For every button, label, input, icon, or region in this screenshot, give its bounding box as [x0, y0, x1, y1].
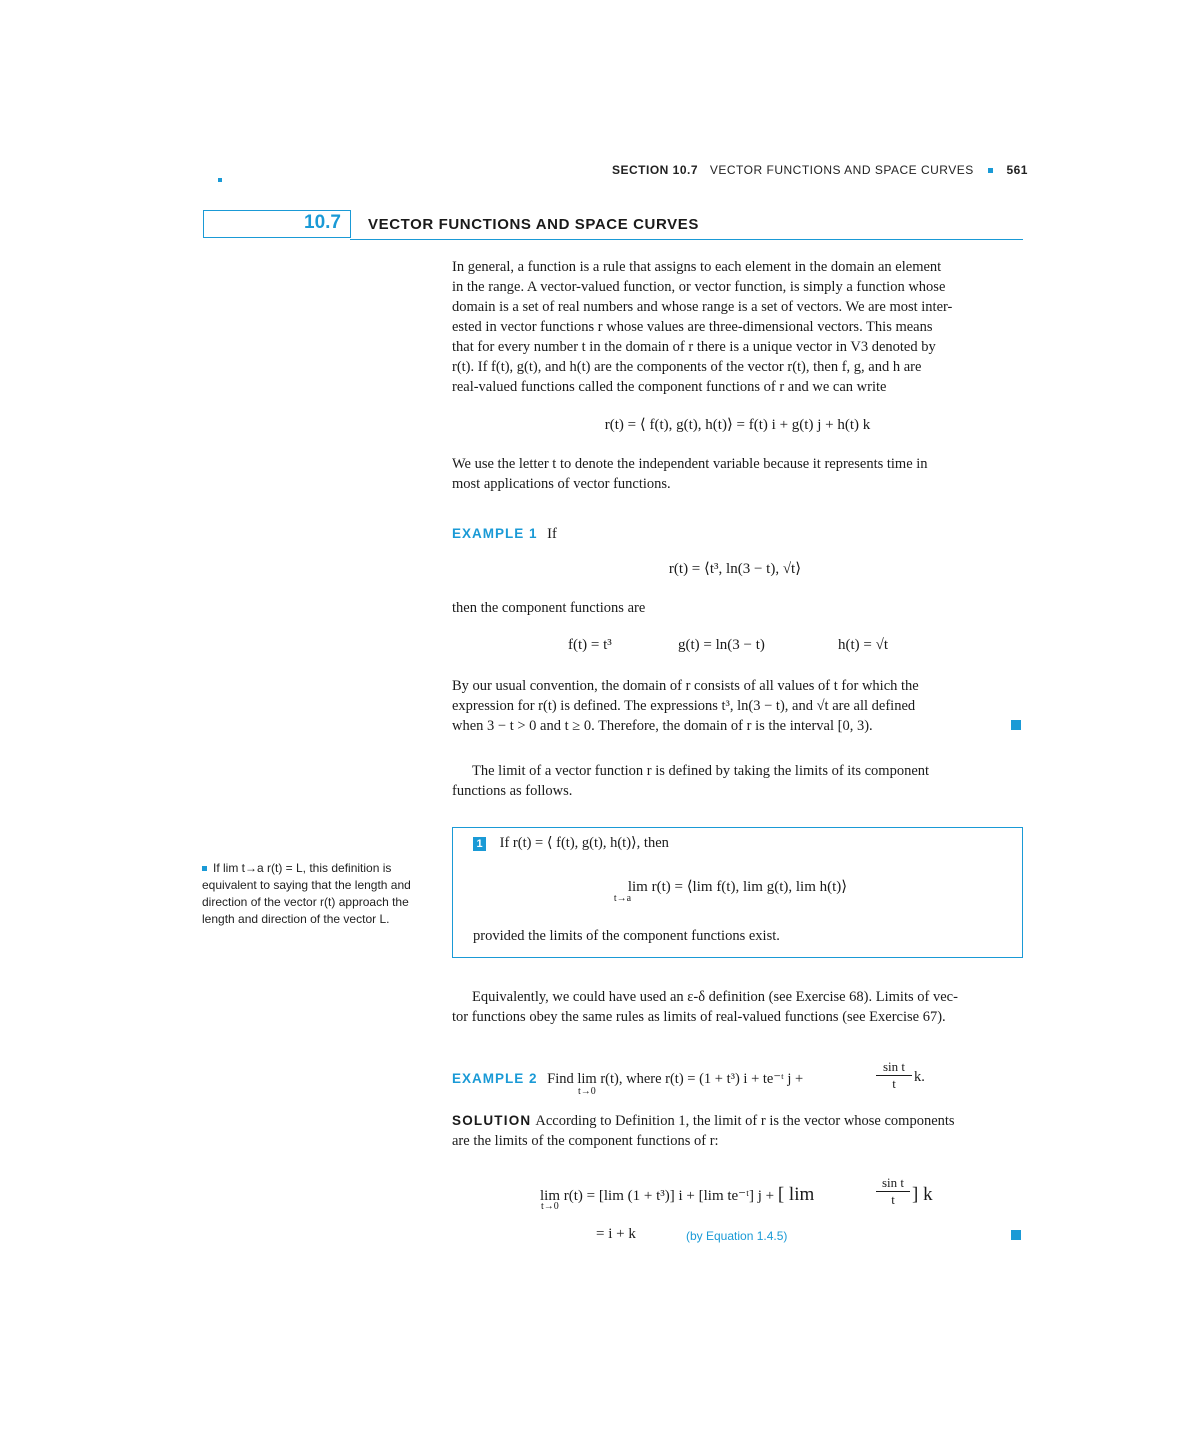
letter-t-paragraph [452, 454, 1023, 494]
definition-equation [452, 877, 1023, 904]
margin-note-line: If lim t→a r(t) = L, this definition is [213, 861, 392, 875]
fraction-denominator: t [892, 1076, 896, 1091]
page-number: 561 [1006, 163, 1028, 177]
definition-line-3: provided the limits of the component functions exist. [473, 928, 780, 944]
text-line: According to Definition 1, the limit of r is the vector whose components [535, 1113, 955, 1129]
intro-line: domain is a set of real numbers and whose range is a set of vectors. We are most inter- [452, 299, 953, 315]
text-line: We use the letter t to denote the independent variable because it represents time in [452, 456, 928, 472]
solution-result: = i + k [596, 1226, 636, 1242]
intro-paragraph [452, 257, 1023, 397]
running-head-section: SECTION 10.7 [612, 163, 699, 177]
solution-eq-left: lim r(t) = [540, 1188, 596, 1204]
text-line: tor functions obey the same rules as limits of real-valued functions (see Exercise 67). [452, 1009, 946, 1025]
main-equation: r(t) = ⟨ f(t), g(t), h(t)⟩ = f(t) i + g(t) j + h(t) k [604, 417, 871, 433]
example-2-heading [452, 1069, 1023, 1089]
end-of-solution-icon [1011, 1230, 1021, 1240]
solution-fraction [876, 1175, 910, 1208]
text-line: By our usual convention, the domain of r consists of all values of t for which the [452, 678, 919, 694]
solution-label: SOLUTION [452, 1113, 532, 1128]
example-2-tail: k. [914, 1069, 925, 1085]
end-of-example-icon [1011, 720, 1021, 730]
separator-square-icon [988, 168, 993, 173]
component-h: h(t) = √t [838, 637, 889, 653]
margin-note-line: equivalent to saying that the length and [202, 878, 411, 892]
limit-intro-paragraph [452, 761, 1023, 801]
corner-marker [218, 178, 222, 182]
definition-limit-equation: lim r(t) = ⟨lim f(t), lim g(t), lim h(t)⟩ [627, 879, 848, 895]
solution-paragraph [452, 1111, 1023, 1151]
margin-note-line: direction of the vector r(t) approach the [202, 895, 409, 909]
definition-text: If r(t) = ⟨ f(t), g(t), h(t)⟩, then [499, 835, 669, 851]
solution-eq-part3: ] k [912, 1184, 933, 1205]
example-1-label: EXAMPLE 1 [452, 526, 538, 541]
domain-paragraph [452, 676, 1023, 736]
text-line: most applications of vector functions. [452, 476, 671, 492]
intro-line: In general, a function is a rule that assigns to each element in the domain an element [452, 259, 942, 275]
text-line: when 3 − t > 0 and t ≥ 0. Therefore, the domain of r is the interval [0, 3). [452, 718, 873, 734]
running-head-title: VECTOR FUNCTIONS AND SPACE CURVES [709, 163, 974, 177]
definition-line-1 [473, 835, 669, 852]
example-2-text: Find lim r(t), where r(t) = (1 + t³) i + te⁻ᵗ j + [547, 1071, 804, 1087]
example-2-label: EXAMPLE 2 [452, 1071, 538, 1086]
fraction-numerator: sin t [876, 1059, 912, 1076]
intro-line: ested in vector functions r whose values are three-dimensional vectors. This means [452, 319, 933, 335]
example-2-fraction [876, 1059, 912, 1092]
equation-citation: (by Equation 1.4.5) [686, 1229, 788, 1243]
text-line: functions as follows. [452, 783, 573, 799]
definition-limit-subscript: t→a [613, 893, 632, 904]
running-head [612, 163, 1028, 177]
intro-line: that for every number t in the domain of r there is a unique vector in V3 denoted by [452, 339, 936, 355]
section-title: VECTOR FUNCTIONS AND SPACE CURVES [368, 216, 699, 233]
component-g: g(t) = ln(3 − t) [678, 637, 765, 653]
example-2-subscript: t→0 [578, 1086, 596, 1097]
intro-line: in the range. A vector-valued function, or vector function, is simply a function whose [452, 279, 946, 295]
equivalently-paragraph [452, 987, 1023, 1027]
section-number: 10.7 [304, 212, 341, 233]
bullet-square-icon [202, 866, 207, 871]
fraction-numerator: sin t [876, 1175, 910, 1192]
text-line: are the limits of the component functions of r: [452, 1133, 719, 1149]
intro-line: real-valued functions called the component functions of r and we can write [452, 379, 887, 395]
component-f: f(t) = t³ [568, 637, 612, 653]
intro-line: r(t). If f(t), g(t), and h(t) are the components of the vector r(t), then f, g, and h are [452, 359, 922, 375]
example-1-then: then the component functions are [452, 600, 646, 616]
text-line: The limit of a vector function r is defined by taking the limits of its component [472, 763, 930, 779]
margin-note-line: length and direction of the vector L. [202, 912, 390, 926]
text-line: Equivalently, we could have used an ε-δ definition (see Exercise 68). Limits of vec- [472, 989, 958, 1005]
definition-number: 1 [473, 837, 486, 851]
text-line: expression for r(t) is defined. The expressions t³, ln(3 − t), and √t are all defined [452, 698, 916, 714]
fraction-denominator: t [891, 1192, 895, 1207]
section-rule [350, 239, 1023, 240]
solution-eq-part1: [lim (1 + t³)] i + [lim te⁻ᵗ] j + [598, 1188, 775, 1204]
example-1-heading [452, 524, 1023, 544]
solution-equation [540, 1184, 814, 1206]
solution-eq-part2: [ lim [777, 1184, 815, 1205]
example-1-equation: r(t) = ⟨t³, ln(3 − t), √t⟩ [668, 561, 802, 577]
example-1-text: If [547, 526, 557, 542]
solution-subscript: t→0 [541, 1201, 559, 1212]
